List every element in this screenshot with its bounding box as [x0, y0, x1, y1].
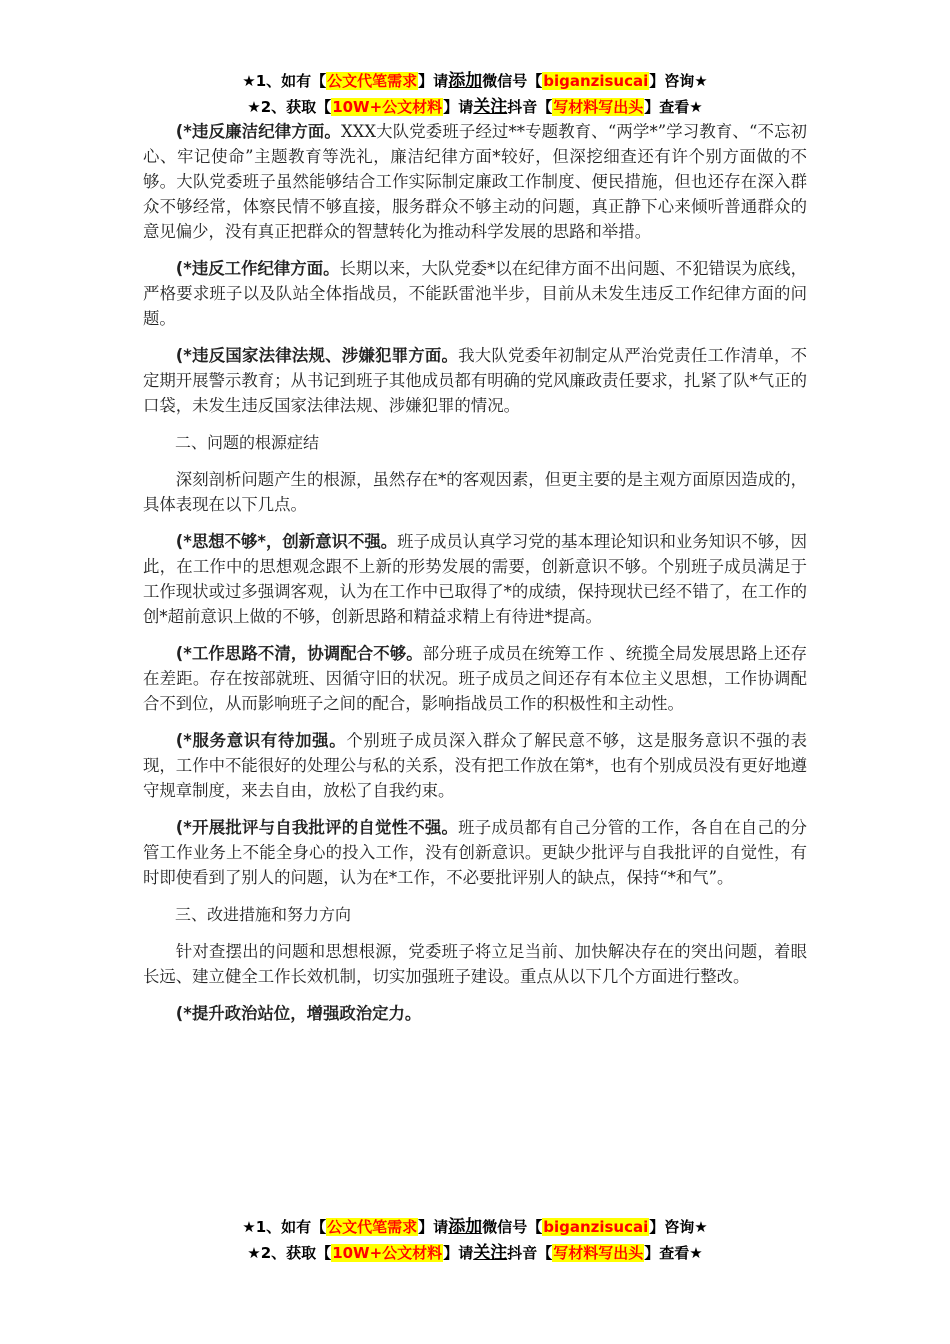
promo-line-2 [0, 94, 950, 120]
paragraph-political [143, 1001, 807, 1026]
promo-line-2 [0, 1240, 950, 1266]
paragraph-text: 我大队党委年初制定从严治党责任工作清单，不定期开展警示教育；从书记到班子其他成员都有明确的党风廉政责任要求，扎紧了队*气正的口袋，未发生违反国家法律法规、涉嫌犯罪的情况。 [143, 346, 808, 415]
promo-text: 】请 [443, 1244, 474, 1262]
paragraph-text: 个别班子成员深入群众了解民意不够，这是服务意识不强的表现，工作中不能很好的处理公与私的关系，没有把工作放在第*，也有个别成员没有更好地遵守规章制度，来去自由，放松了自我约束。 [143, 731, 808, 800]
highlight-materials: 10W+公文材料 [332, 98, 443, 116]
highlight-materials: 10W+公文材料 [332, 1244, 443, 1262]
star-icon: ★ [247, 98, 261, 116]
paragraph-measures [143, 939, 807, 989]
paragraph-lead: (*提升政治站位，增强政治定力。 [175, 1004, 422, 1023]
paragraph-lead: (*工作思路不清，协调配合不够。 [175, 644, 423, 663]
promo-line-1 [0, 1214, 950, 1240]
paragraph-lead: (*开展批评与自我批评的自觉性不强。 [175, 818, 459, 837]
paragraph-text: 部分班子成员在统筹工作 、统揽全局发展思路上还存在差距。存在按部就班、因循守旧的状况。班子成员之间还存有本位主义思想，工作协调配合不到位，从而影响班子之间的配合，影响指战员工作的积极性和主动性。 [143, 644, 807, 713]
paragraph-root-cause [143, 467, 807, 517]
paragraph-text: 针对查摆出的问题和思想根源，党委班子将立足当前、加快解决存在的突出问题，着眼长远、建立健全工作长效机制，切实加强班子建设。重点从以下几个方面进行整改。 [143, 942, 807, 986]
paragraph-work-discipline [143, 256, 807, 331]
highlight-douyin: 写材料写出头 [553, 98, 644, 116]
section-heading-2: 二、问题的根源症结 [175, 433, 320, 452]
promo-text: 】查看★ [644, 98, 703, 116]
paragraph-text: 班子成员认真学习党的基本理论知识和业务知识不够，因此，在工作中的思想观念跟不上新的形势发展的需要，创新意识不够。个别班子成员满足于工作现状或过多强调客观，认为在工作中已取得了*的成绩，保持现状已经不错了，在工作的创*超前意识上做的不够，创新思路和精益求精上有待进*提高。 [143, 532, 808, 626]
underlined-add: 添加 [448, 1217, 483, 1237]
promo-text: 微信号【 [482, 72, 543, 90]
promo-banner-bottom [0, 1214, 950, 1266]
paragraph-lead: (*违反廉洁纪律方面。 [175, 122, 341, 141]
highlight-service: 公文代笔需求 [327, 1218, 418, 1236]
promo-line-1 [0, 68, 950, 94]
star-icon: ★ [242, 72, 256, 90]
highlight-douyin: 写材料写出头 [553, 1244, 644, 1262]
promo-text: 1、如有【 [255, 1218, 327, 1236]
promo-banner-top [0, 68, 950, 120]
paragraph-law [143, 343, 807, 418]
promo-text: 抖音【 [507, 1244, 553, 1262]
paragraph-text: 深刻剖析问题产生的根源，虽然存在*的客观因素，但更主要的是主观方面原因造成的，具体表现在以下几点。 [143, 470, 807, 514]
paragraph-text: 班子成员都有自己分管的工作，各自在自己的分管工作业务上不能全身心的投入工作，没有创新意识。更缺少批评与自我批评的自觉性，有时即使看到了别人的问题，认为在*工作，不必要批评别人的缺点，保持“*和气”。 [143, 818, 808, 887]
paragraph-lead: (*服务意识有待加强。 [175, 731, 347, 750]
paragraph-text: 长期以来，大队党委*以在纪律方面不出问题、不犯错误为底线，严格要求班子以及队站全体指战员，不能跃雷池半步，目前从未发生违反工作纪律方面的问题。 [143, 259, 808, 328]
highlight-service: 公文代笔需求 [327, 72, 418, 90]
underlined-follow: 关注 [473, 97, 508, 117]
promo-text: 1、如有【 [255, 72, 327, 90]
paragraph-lead: (*违反国家法律法规、涉嫌犯罪方面。 [175, 346, 459, 365]
promo-text: 2、获取【 [260, 1244, 332, 1262]
section-heading-3: 三、改进措施和努力方向 [175, 905, 352, 924]
star-icon: ★ [247, 1244, 261, 1262]
underlined-follow: 关注 [473, 1243, 508, 1263]
paragraph-lead: (*思想不够*，创新意识不强。 [175, 532, 398, 551]
document-body [143, 119, 807, 1038]
promo-text: 2、获取【 [260, 98, 332, 116]
promo-text: 】请 [418, 1218, 449, 1236]
promo-text: 】请 [443, 98, 474, 116]
paragraph-thinking [143, 529, 807, 629]
underlined-add: 添加 [448, 71, 483, 91]
promo-text: 微信号【 [482, 1218, 543, 1236]
paragraph-lead: (*违反工作纪律方面。 [175, 259, 340, 278]
promo-text: 】请 [418, 72, 449, 90]
paragraph-coordination [143, 641, 807, 716]
star-icon: ★ [242, 1218, 256, 1236]
paragraph-criticism [143, 815, 807, 890]
paragraph-service [143, 728, 807, 803]
promo-text: 】咨询★ [649, 1218, 708, 1236]
highlight-wechat-id: biganzisucai [543, 1218, 649, 1236]
promo-text: 】咨询★ [649, 72, 708, 90]
promo-text: 】查看★ [644, 1244, 703, 1262]
promo-text: 抖音【 [507, 98, 553, 116]
paragraph-text: XXX大队党委班子经过**专题教育、“两学*”学习教育、“不忘初心、牢记使命”主题教育等洗礼，廉洁纪律方面*较好，但深挖细查还有许个别方面做的不够。大队党委班子虽然能够结合工作实际制定廉政工作制度、便民措施，但也还存在深入群众不够经常，体察民情不够直接，服务群众不够主动的问题，真正静下心来倾听普通群众的意见偏少，没有真正把群众的智慧转化为推动科学发展的思路和举措。 [143, 122, 808, 241]
paragraph-clean-discipline [143, 119, 807, 244]
highlight-wechat-id: biganzisucai [543, 72, 649, 90]
